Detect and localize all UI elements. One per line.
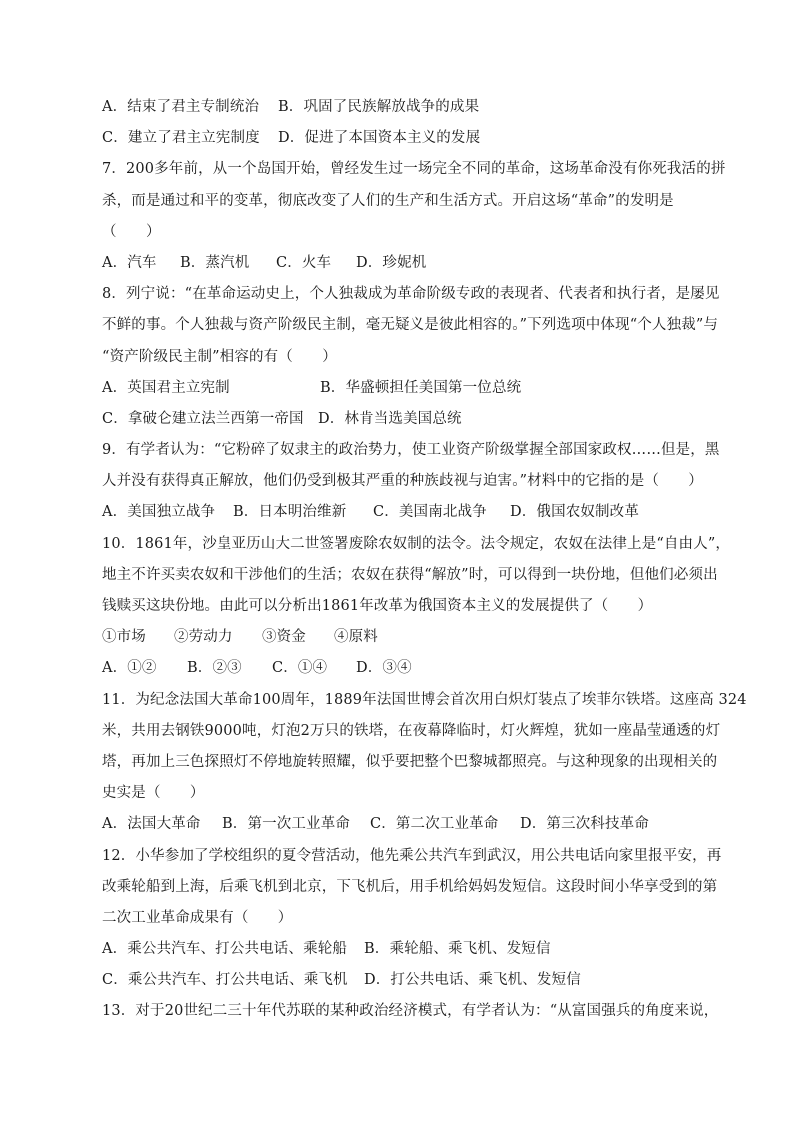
q9-option-a[interactable]: A．美国独立战争: [102, 504, 216, 521]
q11-option-c[interactable]: C．第二次工业革命: [370, 816, 499, 833]
q7-option-c[interactable]: C．火车: [276, 254, 332, 271]
q6-option-c[interactable]: C．建立了君主立宪制度: [102, 130, 260, 147]
q7-option-d[interactable]: D．珍妮机: [356, 254, 427, 271]
q10-stem-line-3: 钱赎买这块份地。由此可以分析出1861年改革为俄国资本主义的发展提供了（ ）: [102, 598, 653, 614]
q6-option-b[interactable]: B．巩固了民族解放战争的成果: [278, 99, 480, 115]
q8-stem-line-3: “资产阶级民主制”相容的有（ ）: [102, 348, 337, 365]
q10-item-3: ③资金: [262, 629, 306, 646]
q7-answer-blank: （ ）: [102, 223, 161, 240]
q7-stem-line-1: 7．200多年前，从一个岛国开始，曾经发生过一场完全不同的革命，这场革命没有你死我活的拼: [102, 161, 726, 178]
q12-stem-line-2: 改乘轮船到上海，后乘飞机到北京，下飞机后，用手机给妈妈发短信。这段时间小华享受到的第: [102, 878, 718, 895]
q11-option-a[interactable]: A．法国大革命: [102, 816, 201, 833]
q11-stem-line-4: 史实是（ ）: [102, 785, 205, 802]
q8-option-d[interactable]: D．林肯当选美国总统: [318, 410, 462, 427]
q10-option-d[interactable]: D．③④: [356, 660, 412, 677]
q8-stem-line-2: 不鲜的事。个人独裁与资产阶级民主制，毫无疑义是彼此相容的。”下列选项中体现“个人独裁”与: [102, 317, 719, 334]
q6-option-d[interactable]: D．促进了本国资本主义的发展: [278, 130, 481, 147]
q10-item-1: ①市场: [102, 629, 146, 646]
q10-stem-line-2: 地主不许买卖农奴和干涉他们的生活；农奴在获得“解放”时，可以得到一块份地，但他们必须出: [102, 566, 718, 583]
q10-option-b[interactable]: B．②③: [187, 660, 242, 677]
q10-option-a[interactable]: A．①②: [102, 660, 157, 677]
q6-options-row-2: [102, 123, 702, 154]
q12-option-a[interactable]: A．乘公共汽车、打公共电话、乘轮船: [102, 941, 348, 958]
q13-stem-line-1: 13．对于20世纪二三十年代苏联的某种政治经济模式，有学者认为：“从富国强兵的角度来说，: [102, 1003, 719, 1020]
q7-option-b[interactable]: B．蒸汽机: [180, 254, 250, 271]
q8-stem-line-1: 8．列宁说：“在革命运动史上，个人独裁成为革命阶级专政的表现者、代表者和执行者，是屡见: [102, 286, 720, 303]
q10-option-c[interactable]: C．①④: [272, 660, 328, 677]
q10-options: [102, 653, 702, 684]
q12-option-b[interactable]: B．乘轮船、乘飞机、发短信: [364, 941, 551, 958]
q11-option-b[interactable]: B．第一次工业革命: [222, 816, 351, 833]
q8-option-a[interactable]: A．英国君主立宪制: [102, 379, 230, 396]
q12-stem-line-3: 二次工业革命成果有（ ）: [102, 909, 293, 926]
q9-stem-line-2: 人并没有获得真正解放，他们仍受到极其严重的种族歧视与迫害。”材料中的它指的是（ ）: [102, 473, 703, 490]
q12-options-row-2: [102, 965, 702, 996]
q7-option-a[interactable]: A．汽车: [102, 254, 157, 271]
q9-option-b[interactable]: B．日本明治维新: [233, 504, 347, 521]
q12-option-d[interactable]: D．打公共电话、乘飞机、发短信: [364, 972, 581, 989]
q8-options-row-2: [102, 404, 702, 435]
q7-stem-line-2: 杀，而是通过和平的变革，彻底改变了人们的生产和生活方式。开启这场“革命”的发明是: [102, 192, 674, 209]
q10-items: [102, 622, 702, 653]
q8-option-b[interactable]: B．华盛顿担任美国第一位总统: [320, 379, 522, 396]
q10-stem-line-1: 10．1861年，沙皇亚历山大二世签署废除农奴制的法令。法令规定，农奴在法律上是“自由人”，: [102, 535, 731, 552]
q8-option-c[interactable]: C．拿破仑建立法兰西第一帝国: [102, 410, 304, 427]
q8-options-row-1: [102, 373, 702, 404]
q10-item-2: ②劳动力: [174, 629, 233, 646]
q9-option-c[interactable]: C．美国南北战争: [373, 504, 487, 521]
q11-stem-line-1: 11．为纪念法国大革命100周年，1889年法国世博会首次用白炽灯装点了埃菲尔铁塔。这座高 324: [102, 691, 747, 708]
q12-options-row-1: [102, 934, 702, 965]
exam-page: [102, 92, 747, 1028]
q10-item-4: ④原料: [334, 629, 378, 646]
q6-options-row-1: [102, 92, 702, 123]
q11-option-d[interactable]: D．第三次科技革命: [520, 816, 649, 833]
q11-options: [102, 809, 702, 840]
q12-option-c[interactable]: C．乘公共汽车、打公共电话、乘飞机: [102, 972, 348, 989]
q6-option-a[interactable]: A．结束了君主专制统治: [102, 99, 260, 115]
q9-option-d[interactable]: D．俄国农奴制改革: [510, 504, 639, 521]
q11-stem-line-2: 米，共用去钢铁9000吨，灯泡2万只的铁塔，在夜幕降临时，灯火辉煌，犹如一座晶莹通透的灯: [102, 722, 721, 739]
q7-options: [102, 248, 702, 279]
q12-stem-line-1: 12．小华参加了学校组织的夏令营活动，他先乘公共汽车到武汉，用公共电话向家里报平安，再: [102, 847, 722, 864]
q9-stem-line-1: 9．有学者认为：“它粉碎了奴隶主的政治势力，使工业资产阶级掌握全部国家政权……但是，黑: [102, 442, 720, 459]
q11-stem-line-3: 塔，再加上三色探照灯不停地旋转照耀，似乎要把整个巴黎城都照亮。与这种现象的出现相关的: [102, 753, 718, 770]
q9-options: [102, 497, 702, 528]
